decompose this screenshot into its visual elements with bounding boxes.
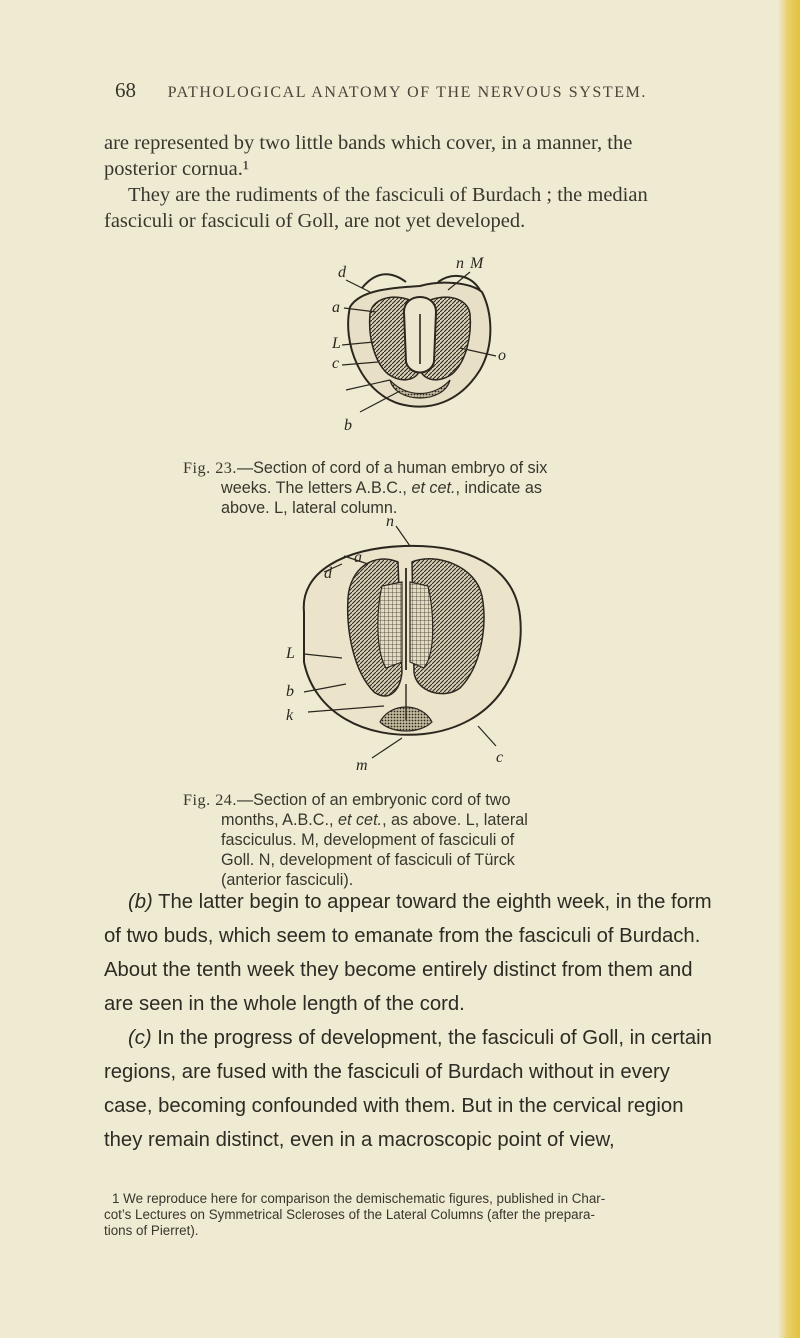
caption-text: , as above. L, lateral <box>382 811 528 829</box>
nerve-root-top <box>362 274 406 288</box>
label-c: c <box>496 749 504 766</box>
caption-text: Goll. N, development of fasciculi of Türck <box>221 851 515 869</box>
intro-line: fasciculi or fasciculi of Goll, are not yet developed. <box>104 210 526 232</box>
label-o: o <box>498 347 506 364</box>
label-M: M <box>470 255 484 272</box>
intro-line: posterior cornua.¹ <box>104 158 250 180</box>
intro-paragraph <box>104 130 716 234</box>
label-c: c <box>332 355 340 372</box>
figure-24-caption <box>183 790 673 890</box>
figure-23-cord-section <box>320 252 520 450</box>
running-header <box>115 78 715 103</box>
footnote-line: tions of Pierret). <box>104 1223 199 1238</box>
label-a: a <box>354 549 362 566</box>
paragraph-marker: (b) <box>128 891 153 913</box>
caption-italic: et cet. <box>337 811 383 829</box>
figure-23-caption <box>183 458 673 518</box>
label-d: d <box>324 565 332 582</box>
footnote <box>104 1191 724 1239</box>
label-L: L <box>332 335 341 352</box>
posterior-fasciculus-right <box>410 582 433 668</box>
footnote-line: cot’s Lectures on Symmetrical Scleroses of the Lateral Columns (after the prepara- <box>104 1207 595 1222</box>
caption-text: fasciculus. M, development of fasciculi of <box>221 831 515 849</box>
label-k: k <box>286 707 294 724</box>
main-text <box>104 885 719 1157</box>
caption-text: months, A.B.C., <box>221 811 338 829</box>
label-m: m <box>356 757 368 774</box>
paragraph-marker: (c) <box>128 1027 152 1049</box>
figure-24-cord-section <box>264 512 554 780</box>
caption-text: , indicate as <box>455 479 542 497</box>
paragraph-b <box>104 885 719 1021</box>
label-b: b <box>344 417 352 434</box>
page-number: 68 <box>115 78 136 102</box>
caption-italic: et cet. <box>411 479 456 497</box>
posterior-fasciculus-left <box>378 582 402 668</box>
running-title: PATHOLOGICAL ANATOMY OF THE NERVOUS SYSTEM. <box>167 84 648 101</box>
caption-text: weeks. The letters A.B.C., <box>221 479 412 497</box>
paragraph-text: The latter begin to appear toward the eighth week, in the form of two buds, which seem to emanate from the fasciculi of Burdach. About the tenth week they become entirely distinct from them and are seen in the whole length of the cord. <box>104 891 712 1015</box>
label-a: a <box>332 299 340 316</box>
label-n: n <box>386 513 394 530</box>
caption-text: —Section of cord of a human embryo of six <box>236 459 548 477</box>
caption-text: —Section of an embryonic cord of two <box>236 791 511 809</box>
label-d: d <box>338 264 346 281</box>
label-L: L <box>286 645 295 662</box>
figure-number: Fig. 23. <box>183 459 237 477</box>
figure-number: Fig. 24. <box>183 791 237 809</box>
footnote-line: 1 We reproduce here for comparison the demischematic figures, published in Char- <box>112 1191 606 1206</box>
intro-line: They are the rudiments of the fasciculi of Burdach ; the median <box>128 184 648 206</box>
label-b: b <box>286 683 294 700</box>
paragraph-c <box>104 1021 719 1157</box>
caption-text: (anterior fasciculi). <box>221 871 354 889</box>
label-n: n <box>456 255 464 272</box>
intro-line: are represented by two little bands which cover, in a manner, the <box>104 132 633 154</box>
paragraph-text: In the progress of development, the fasciculi of Goll, in certain regions, are fused with the fasciculi of Burdach without in every case, becoming confounded with them. But in the cervical region they remain distinct, even in a macroscopic point of view, <box>104 1027 712 1151</box>
caption-text: above. L, lateral column. <box>221 499 398 517</box>
